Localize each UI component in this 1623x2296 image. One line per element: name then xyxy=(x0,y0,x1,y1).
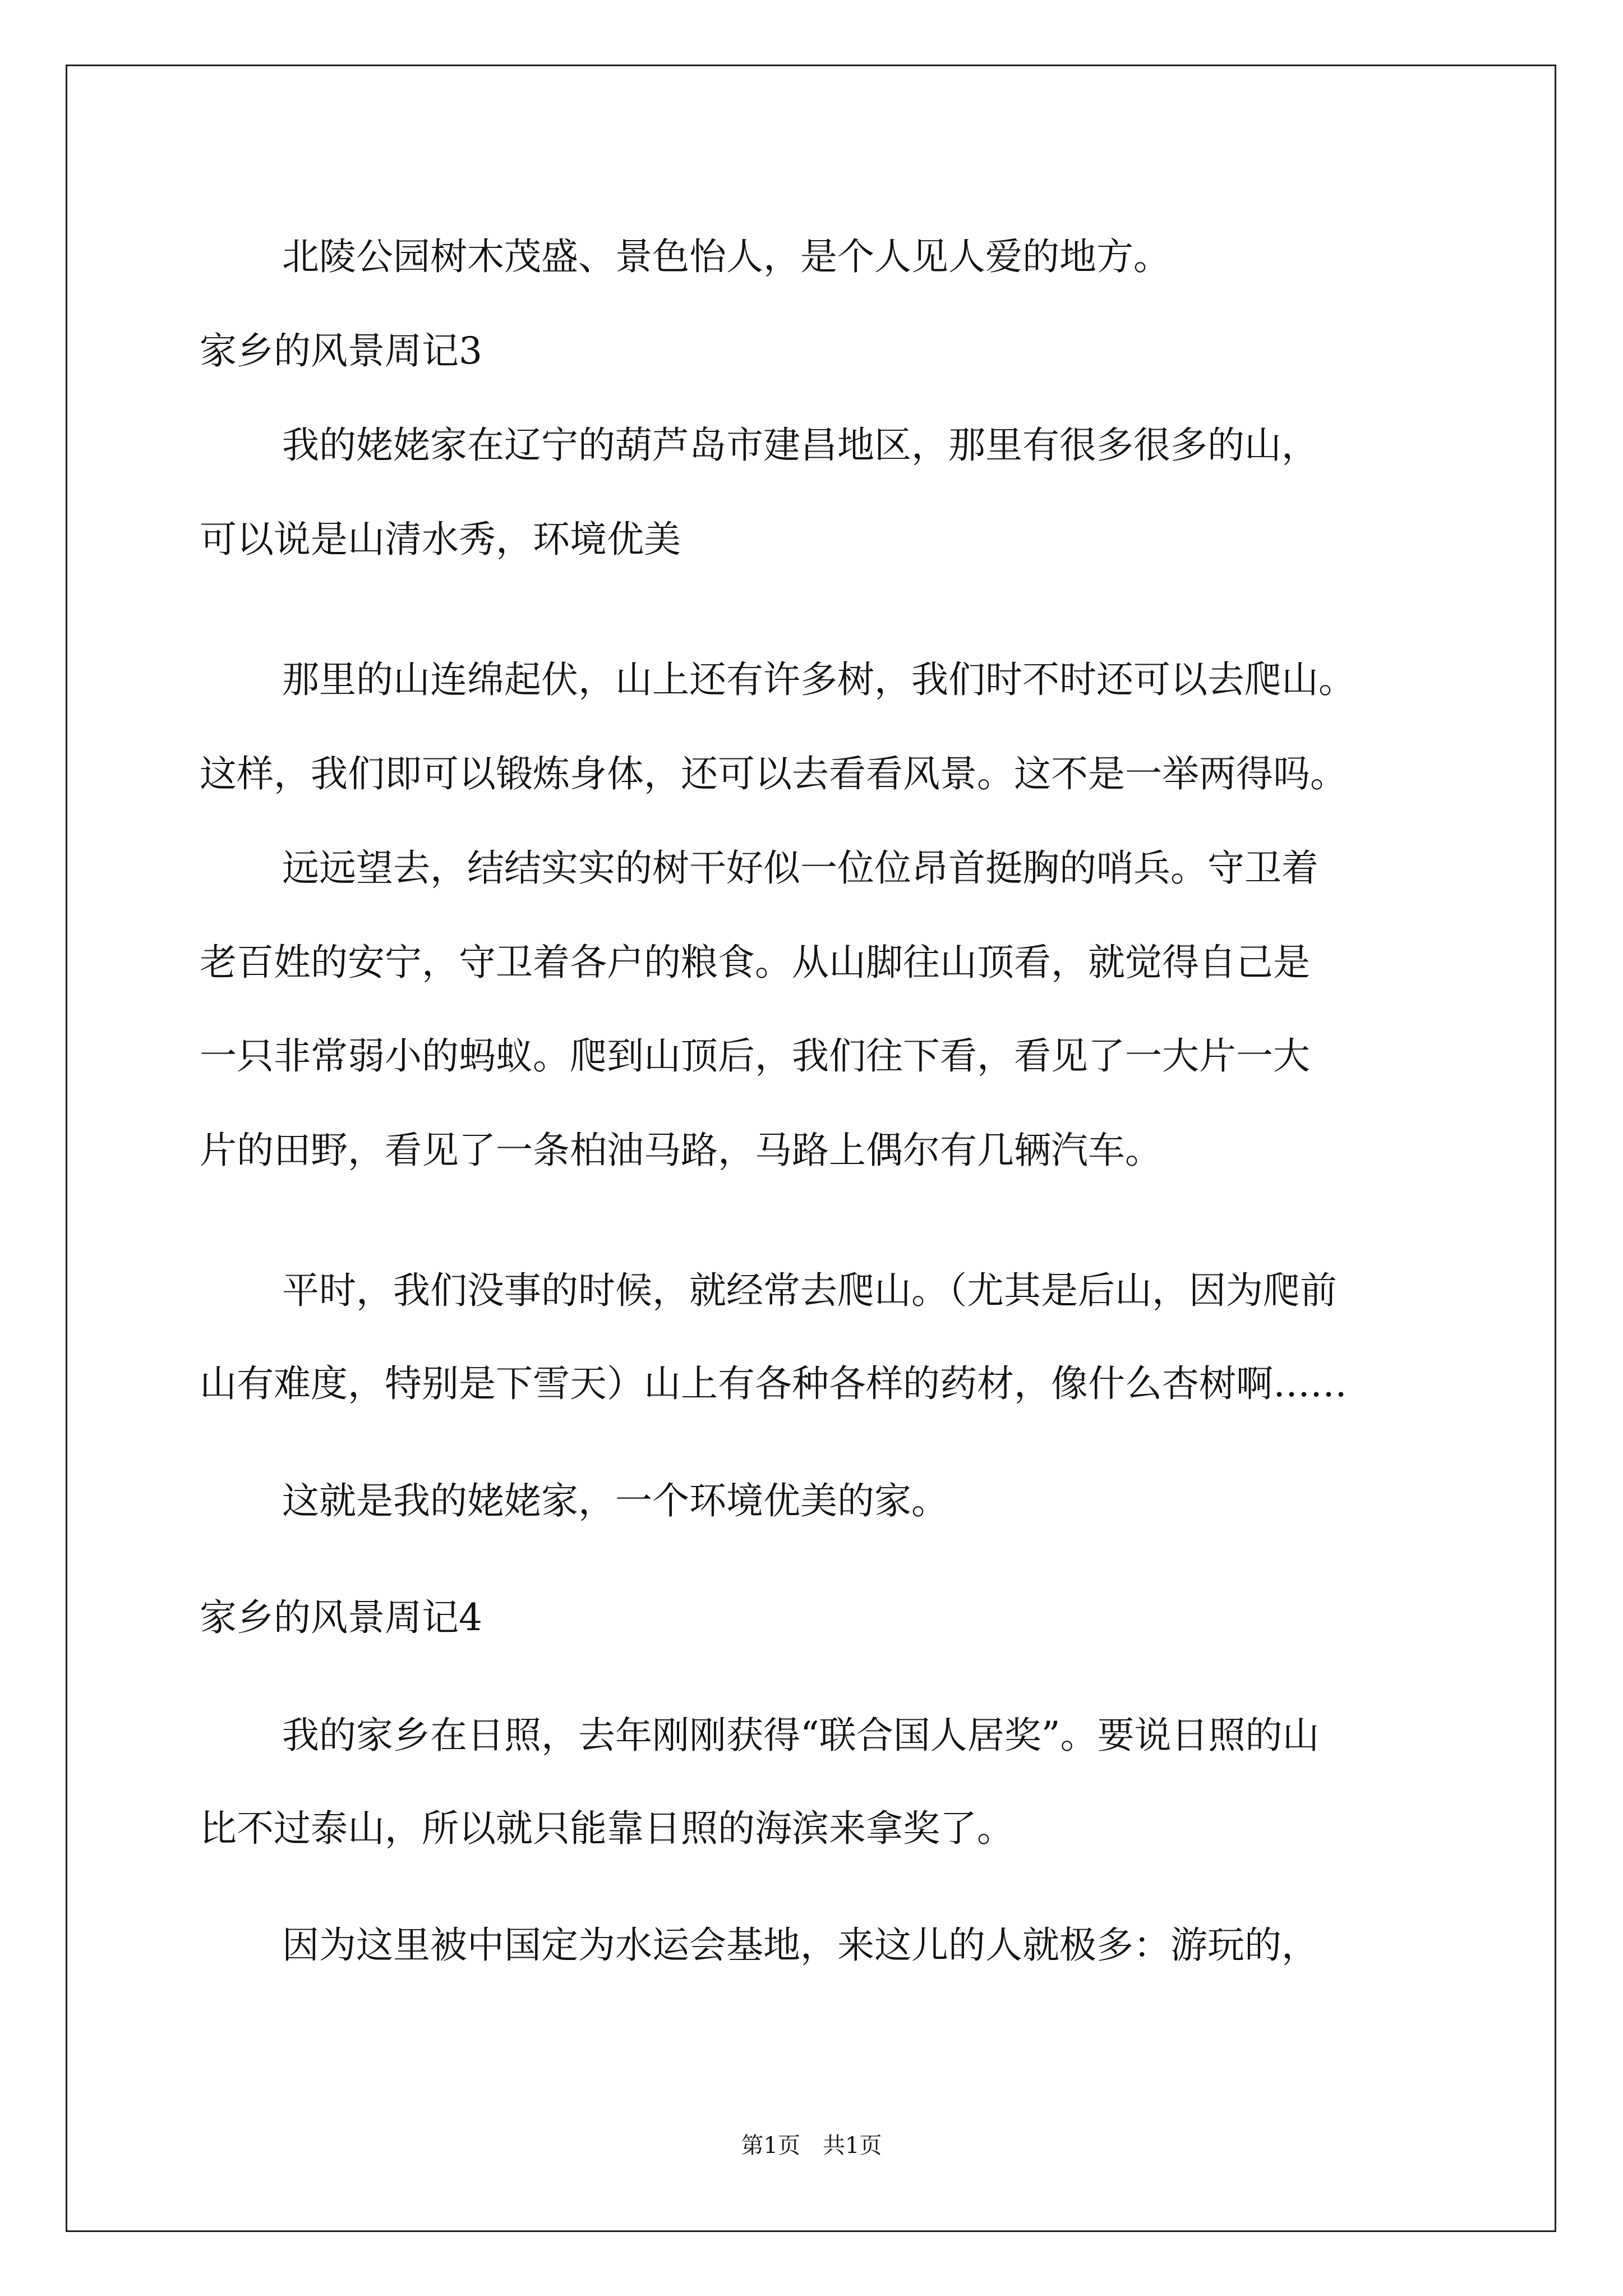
paragraph-line: 片的田野，看见了一条柏油马路，马路上偶尔有几辆汽车。 xyxy=(200,1129,1162,1172)
page-footer: 第1页 共1页 xyxy=(741,2133,882,2159)
paragraph-line: 远远望去，结结实实的树干好似一位位昂首挺胸的哨兵。守卫着 xyxy=(282,846,1318,890)
paragraph-line: 因为这里被中国定为水运会基地，来这儿的人就极多：游玩的， xyxy=(282,1924,1318,1967)
paragraph-line: 可以说是山清水秀，环境优美 xyxy=(200,518,681,561)
section-heading: 家乡的风景周记4 xyxy=(200,1596,482,1639)
section-heading: 家乡的风景周记3 xyxy=(200,329,482,372)
paragraph-line: 我的姥姥家在辽宁的葫芦岛市建昌地区，那里有很多很多的山， xyxy=(282,424,1318,467)
paragraph-line: 比不过泰山，所以就只能靠日照的海滨来拿奖了。 xyxy=(200,1807,1014,1850)
paragraph-line: 山有难度，特别是下雪天）山上有各种各样的药材，像什么杏树啊…… xyxy=(200,1362,1347,1405)
paragraph-line: 北陵公园树木茂盛、景色怡人，是个人见人爱的地方。 xyxy=(282,235,1170,278)
paragraph-line: 那里的山连绵起伏，山上还有许多树，我们时不时还可以去爬山。 xyxy=(282,658,1355,701)
paragraph-line: 这就是我的姥姥家，一个环境优美的家。 xyxy=(282,1479,948,1522)
paragraph-line: 这样，我们即可以锻炼身体，还可以去看看风景。这不是一举两得吗。 xyxy=(200,752,1347,795)
paragraph-line: 老百姓的安宁，守卫着各户的粮食。从山脚往山顶看，就觉得自己是 xyxy=(200,941,1310,984)
paragraph-line: 我的家乡在日照，去年刚刚获得“联合国人居奖”。要说日照的山 xyxy=(282,1714,1320,1757)
paragraph-line: 一只非常弱小的蚂蚁。爬到山顶后，我们往下看，看见了一大片一大 xyxy=(200,1034,1310,1078)
paragraph-line: 平时，我们没事的时候，就经常去爬山。（尤其是后山，因为爬前 xyxy=(282,1269,1337,1312)
